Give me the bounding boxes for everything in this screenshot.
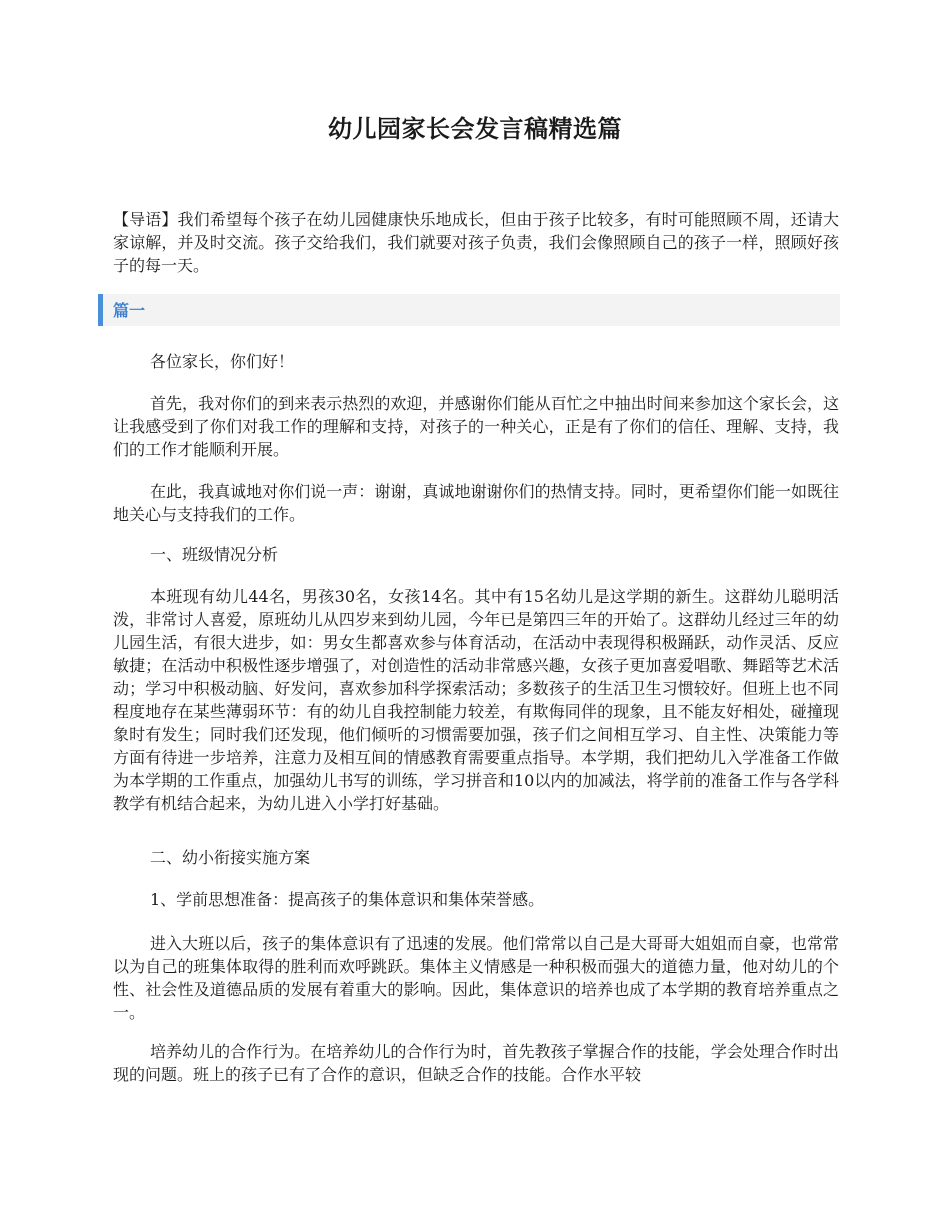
- intro-paragraph: 【导语】我们希望每个孩子在幼儿园健康快乐地成长，但由于孩子比较多，有时可能照顾不周，还请大家谅解，并及时交流。孩子交给我们，我们就要对孩子负责，我们会像照顾自己的孩子一样，照顾好孩子的每一天。: [113, 210, 839, 275]
- section-label: 篇一: [113, 301, 146, 320]
- section-heading: 二、幼小衔接实施方案: [150, 848, 311, 867]
- body-paragraph: 首先，我对你们的到来表示热烈的欢迎，并感谢你们能从百忙之中抽出时间来参加这个家长会，这让我感受到了你们对我工作的理解和支持，对孩子的一种关心，正是有了你们的信任、理解、支持，我们的工作才能顺利开展。: [113, 394, 839, 459]
- subsection-heading: 1、学前思想准备：提高孩子的集体意识和集体荣誉感。: [150, 890, 545, 909]
- body-paragraph: 各位家长，你们好！: [150, 352, 295, 371]
- body-paragraph: 培养幼儿的合作行为。在培养幼儿的合作行为时，首先教孩子掌握合作的技能，学会处理合作时出现的问题。班上的孩子已有了合作的意识，但缺乏合作的技能。合作水平较: [113, 1042, 839, 1084]
- body-paragraph: 在此，我真诚地对你们说一声：谢谢，真诚地谢谢你们的热情支持。同时，更希望你们能一如既往地关心与支持我们的工作。: [113, 482, 839, 524]
- section-header: [98, 294, 840, 326]
- body-paragraph: 进入大班以后，孩子的集体意识有了迅速的发展。他们常常以自己是大哥哥大姐姐而自豪，也常常以为自己的班集体取得的胜利而欢呼跳跃。集体主义情感是一种积极而强大的道德力量，他对幼儿的个性、社会性及道德品质的发展有着重大的影响。因此，集体意识的培养也成了本学期的教育培养重点之一。: [113, 934, 839, 1022]
- section-heading: 一、班级情况分析: [150, 545, 279, 564]
- document-title: 幼儿园家长会发言稿精选篇: [328, 114, 622, 143]
- body-paragraph: 本班现有幼儿44名，男孩30名，女孩14名。其中有15名幼儿是这学期的新生。这群幼儿聪明活泼，非常讨人喜爱，原班幼儿从四岁来到幼儿园，今年已是第四三年的开始了。这群幼儿经过三年的幼儿园生活，有很大进步，如：男女生都喜欢参与体育活动，在活动中表现得积极踊跃，动作灵活、反应敏捷；在活动中积极性逐步增强了，对创造性的活动非常感兴趣，女孩子更加喜爱唱歌、舞蹈等艺术活动；学习中积极动脑、好发问，喜欢参加科学探索活动；多数孩子的生活卫生习惯较好。但班上也不同程度地存在某些薄弱环节：有的幼儿自我控制能力较差，有欺侮同伴的现象，且不能友好相处，碰撞现象时有发生；同时我们还发现，他们倾听的习惯需要加强，孩子们之间相互学习、自主性、决策能力等方面有待进一步培养，注意力及相互间的情感教育需要重点指导。本学期，我们把幼儿入学准备工作做为本学期的工作重点，加强幼儿书写的训练，学习拼音和10以内的加减法，将学前的准备工作与各学科教学有机结合起来，为幼儿进入小学打好基础。: [113, 587, 839, 813]
- section-accent-bar: [98, 294, 103, 326]
